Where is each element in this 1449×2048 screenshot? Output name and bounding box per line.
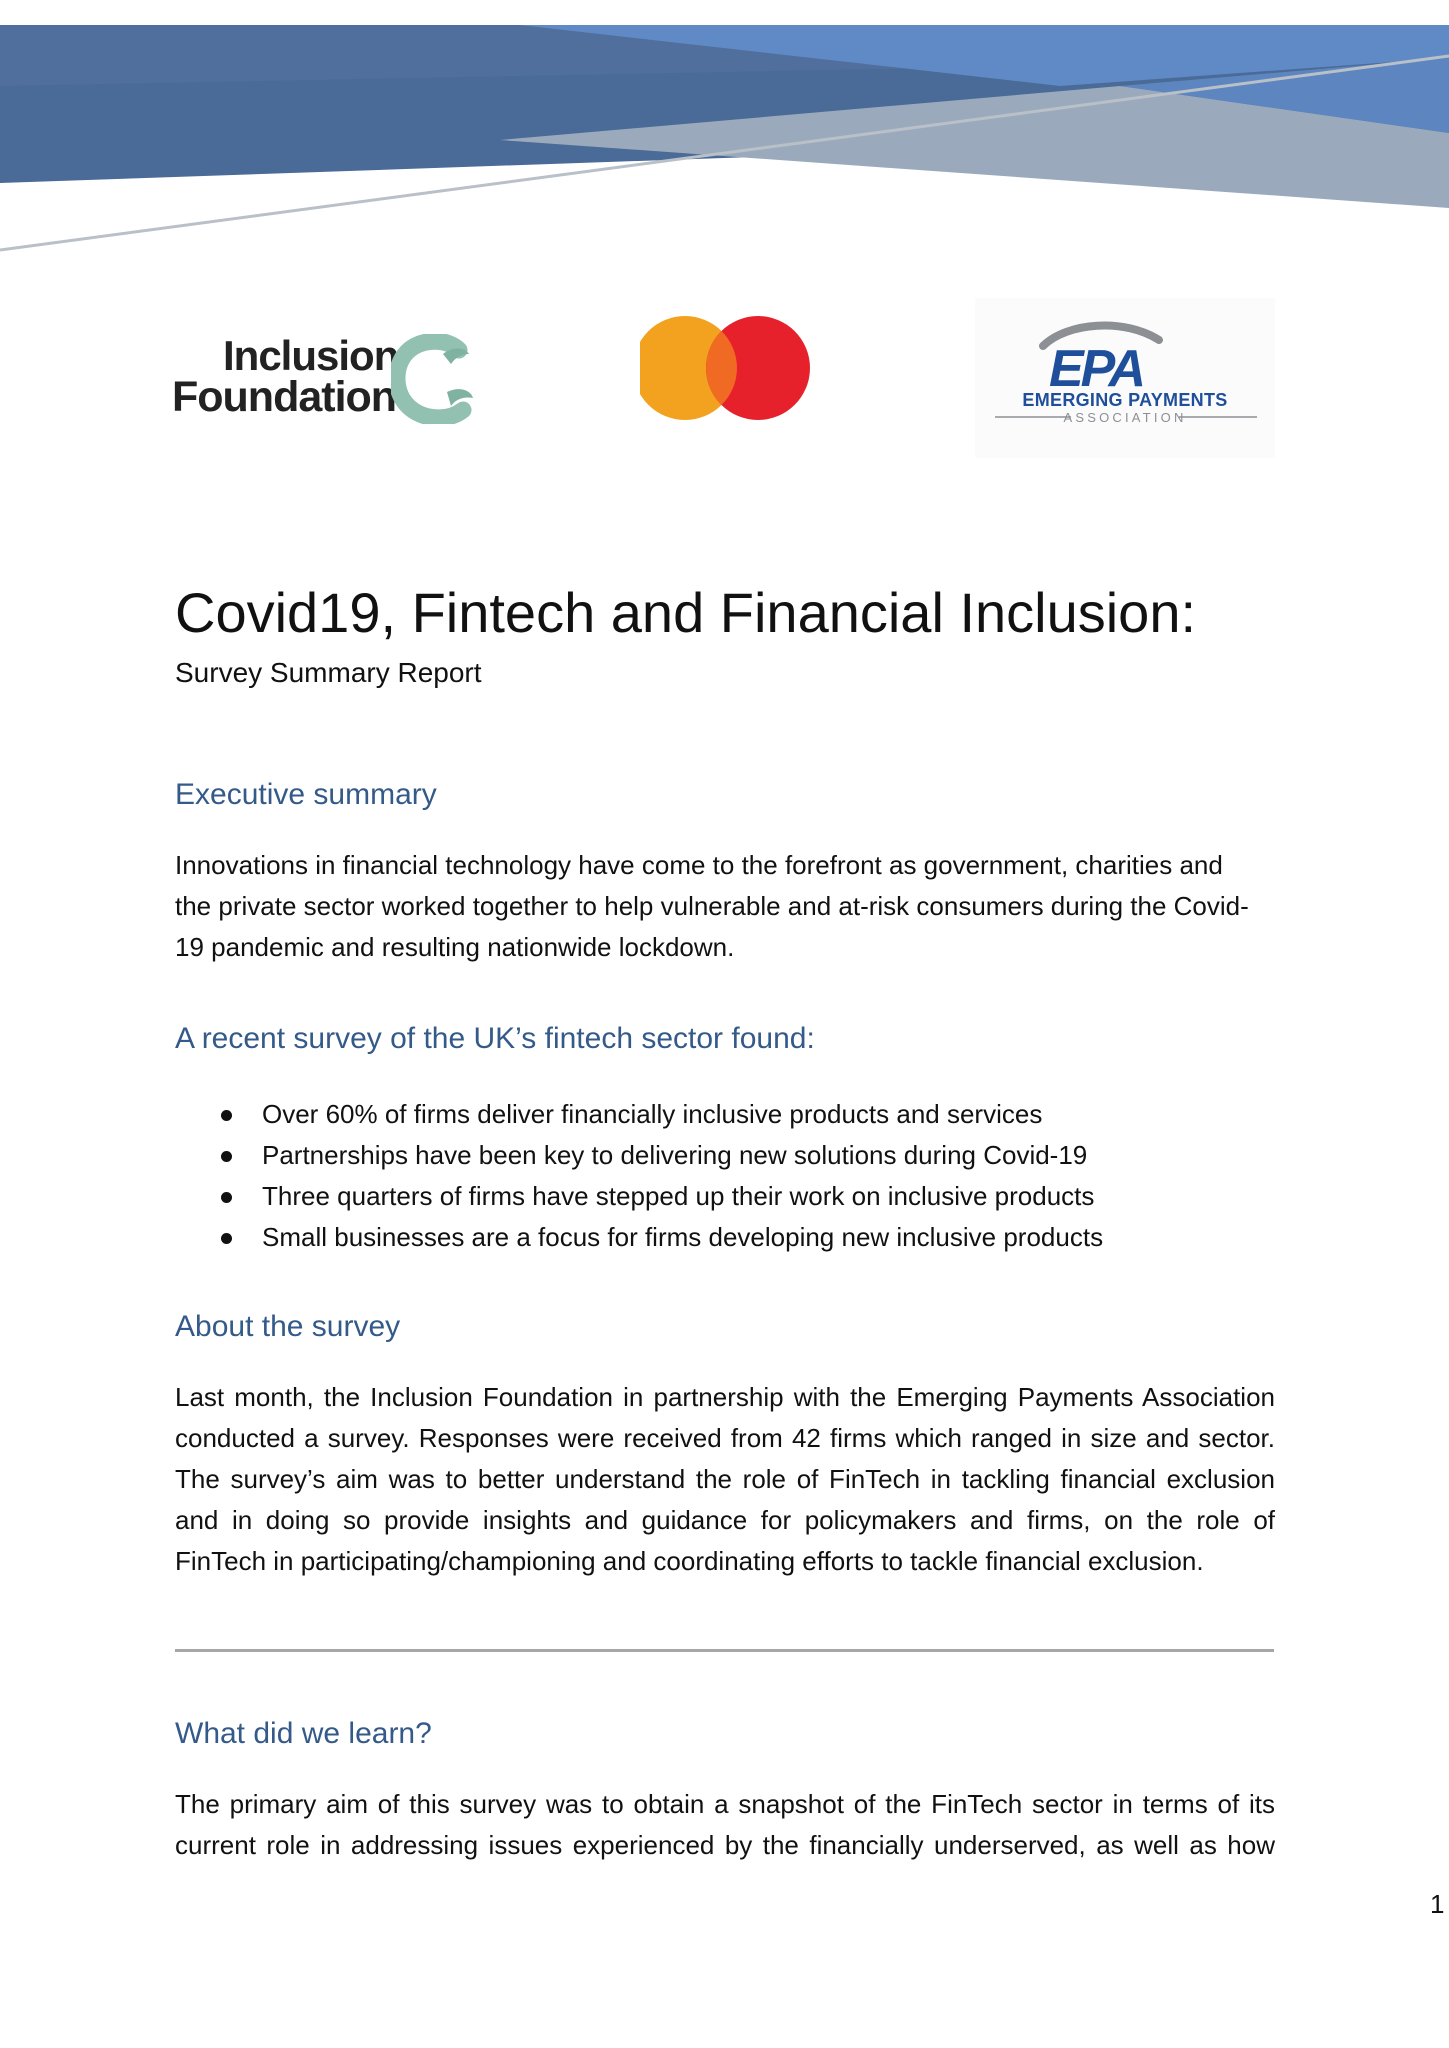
executive-summary-heading: Executive summary (175, 778, 437, 811)
about-survey-line: FinTech in participating/championing and coordinating efforts to tackle financial exclusion. (175, 1546, 1204, 1576)
about-survey-line: Last month, the Inclusion Foundation in partnership with the Emerging Payments Association (175, 1382, 1275, 1412)
about-survey-line: and in doing so provide insights and guidance for policymakers and firms, on the role of (175, 1505, 1275, 1535)
bullet-icon (221, 1151, 232, 1162)
bullet-icon (221, 1192, 232, 1203)
survey-findings-heading: A recent survey of the UK’s fintech sector found: (175, 1022, 815, 1055)
list-item-text: Over 60% of firms deliver financially inclusive products and services (262, 1099, 1043, 1129)
inclusion-logo-line1: Inclusion (223, 332, 399, 379)
document-title: Covid19, Fintech and Financial Inclusion: (175, 581, 1197, 644)
executive-summary-line: Innovations in financial technology have come to the forefront as government, charities and (175, 850, 1223, 880)
what-learned-heading: What did we learn? (175, 1717, 432, 1750)
about-survey-heading: About the survey (175, 1310, 401, 1343)
executive-summary-line: the private sector worked together to help vulnerable and at-risk consumers during the Covid- (175, 891, 1249, 921)
list-item (175, 1176, 1275, 1217)
about-survey-line: conducted a survey. Responses were received from 42 firms which ranged in size and sector. (175, 1423, 1275, 1453)
inclusion-foundation-logo (172, 333, 474, 435)
bullet-icon (221, 1110, 232, 1121)
mastercard-circles-icon (640, 315, 810, 421)
epa-name-line2: ASSOCIATION (1063, 410, 1187, 425)
what-learned-paragraph (175, 1784, 1275, 1866)
bullet-icon (221, 1233, 232, 1244)
executive-summary-line: 19 pandemic and resulting nationwide lockdown. (175, 932, 735, 962)
inclusion-logo-line2: Foundation (172, 373, 397, 421)
list-item (175, 1135, 1275, 1176)
list-item-text: Small businesses are a focus for firms developing new inclusive products (262, 1222, 1104, 1252)
list-item-text: Three quarters of firms have stepped up their work on inclusive products (262, 1181, 1095, 1211)
executive-summary-paragraph (175, 845, 1275, 968)
document-subtitle: Survey Summary Report (175, 657, 482, 688)
list-item (175, 1094, 1275, 1135)
partner-logos (0, 0, 1449, 520)
page-number: 1 (1430, 1889, 1445, 1919)
epa-logo (975, 298, 1275, 458)
epa-name-line1: EMERGING PAYMENTS (1022, 390, 1228, 410)
about-survey-line: The survey’s aim was to better understand the role of FinTech in tackling financial exclusion (175, 1464, 1275, 1494)
what-learned-line: current role in addressing issues experienced by the financially underserved, as well as how (175, 1830, 1275, 1860)
epa-mark: EPA (1049, 340, 1144, 398)
about-survey-paragraph (175, 1377, 1275, 1582)
list-item (175, 1217, 1275, 1258)
section-divider (175, 1649, 1274, 1652)
what-learned-line: The primary aim of this survey was to obtain a snapshot of the FinTech sector in terms of its (175, 1789, 1275, 1819)
list-item-text: Partnerships have been key to delivering new solutions during Covid-19 (262, 1140, 1088, 1170)
hands-circle-icon (391, 334, 477, 424)
mastercard-logo (640, 315, 810, 421)
survey-findings-list (175, 1094, 1275, 1258)
